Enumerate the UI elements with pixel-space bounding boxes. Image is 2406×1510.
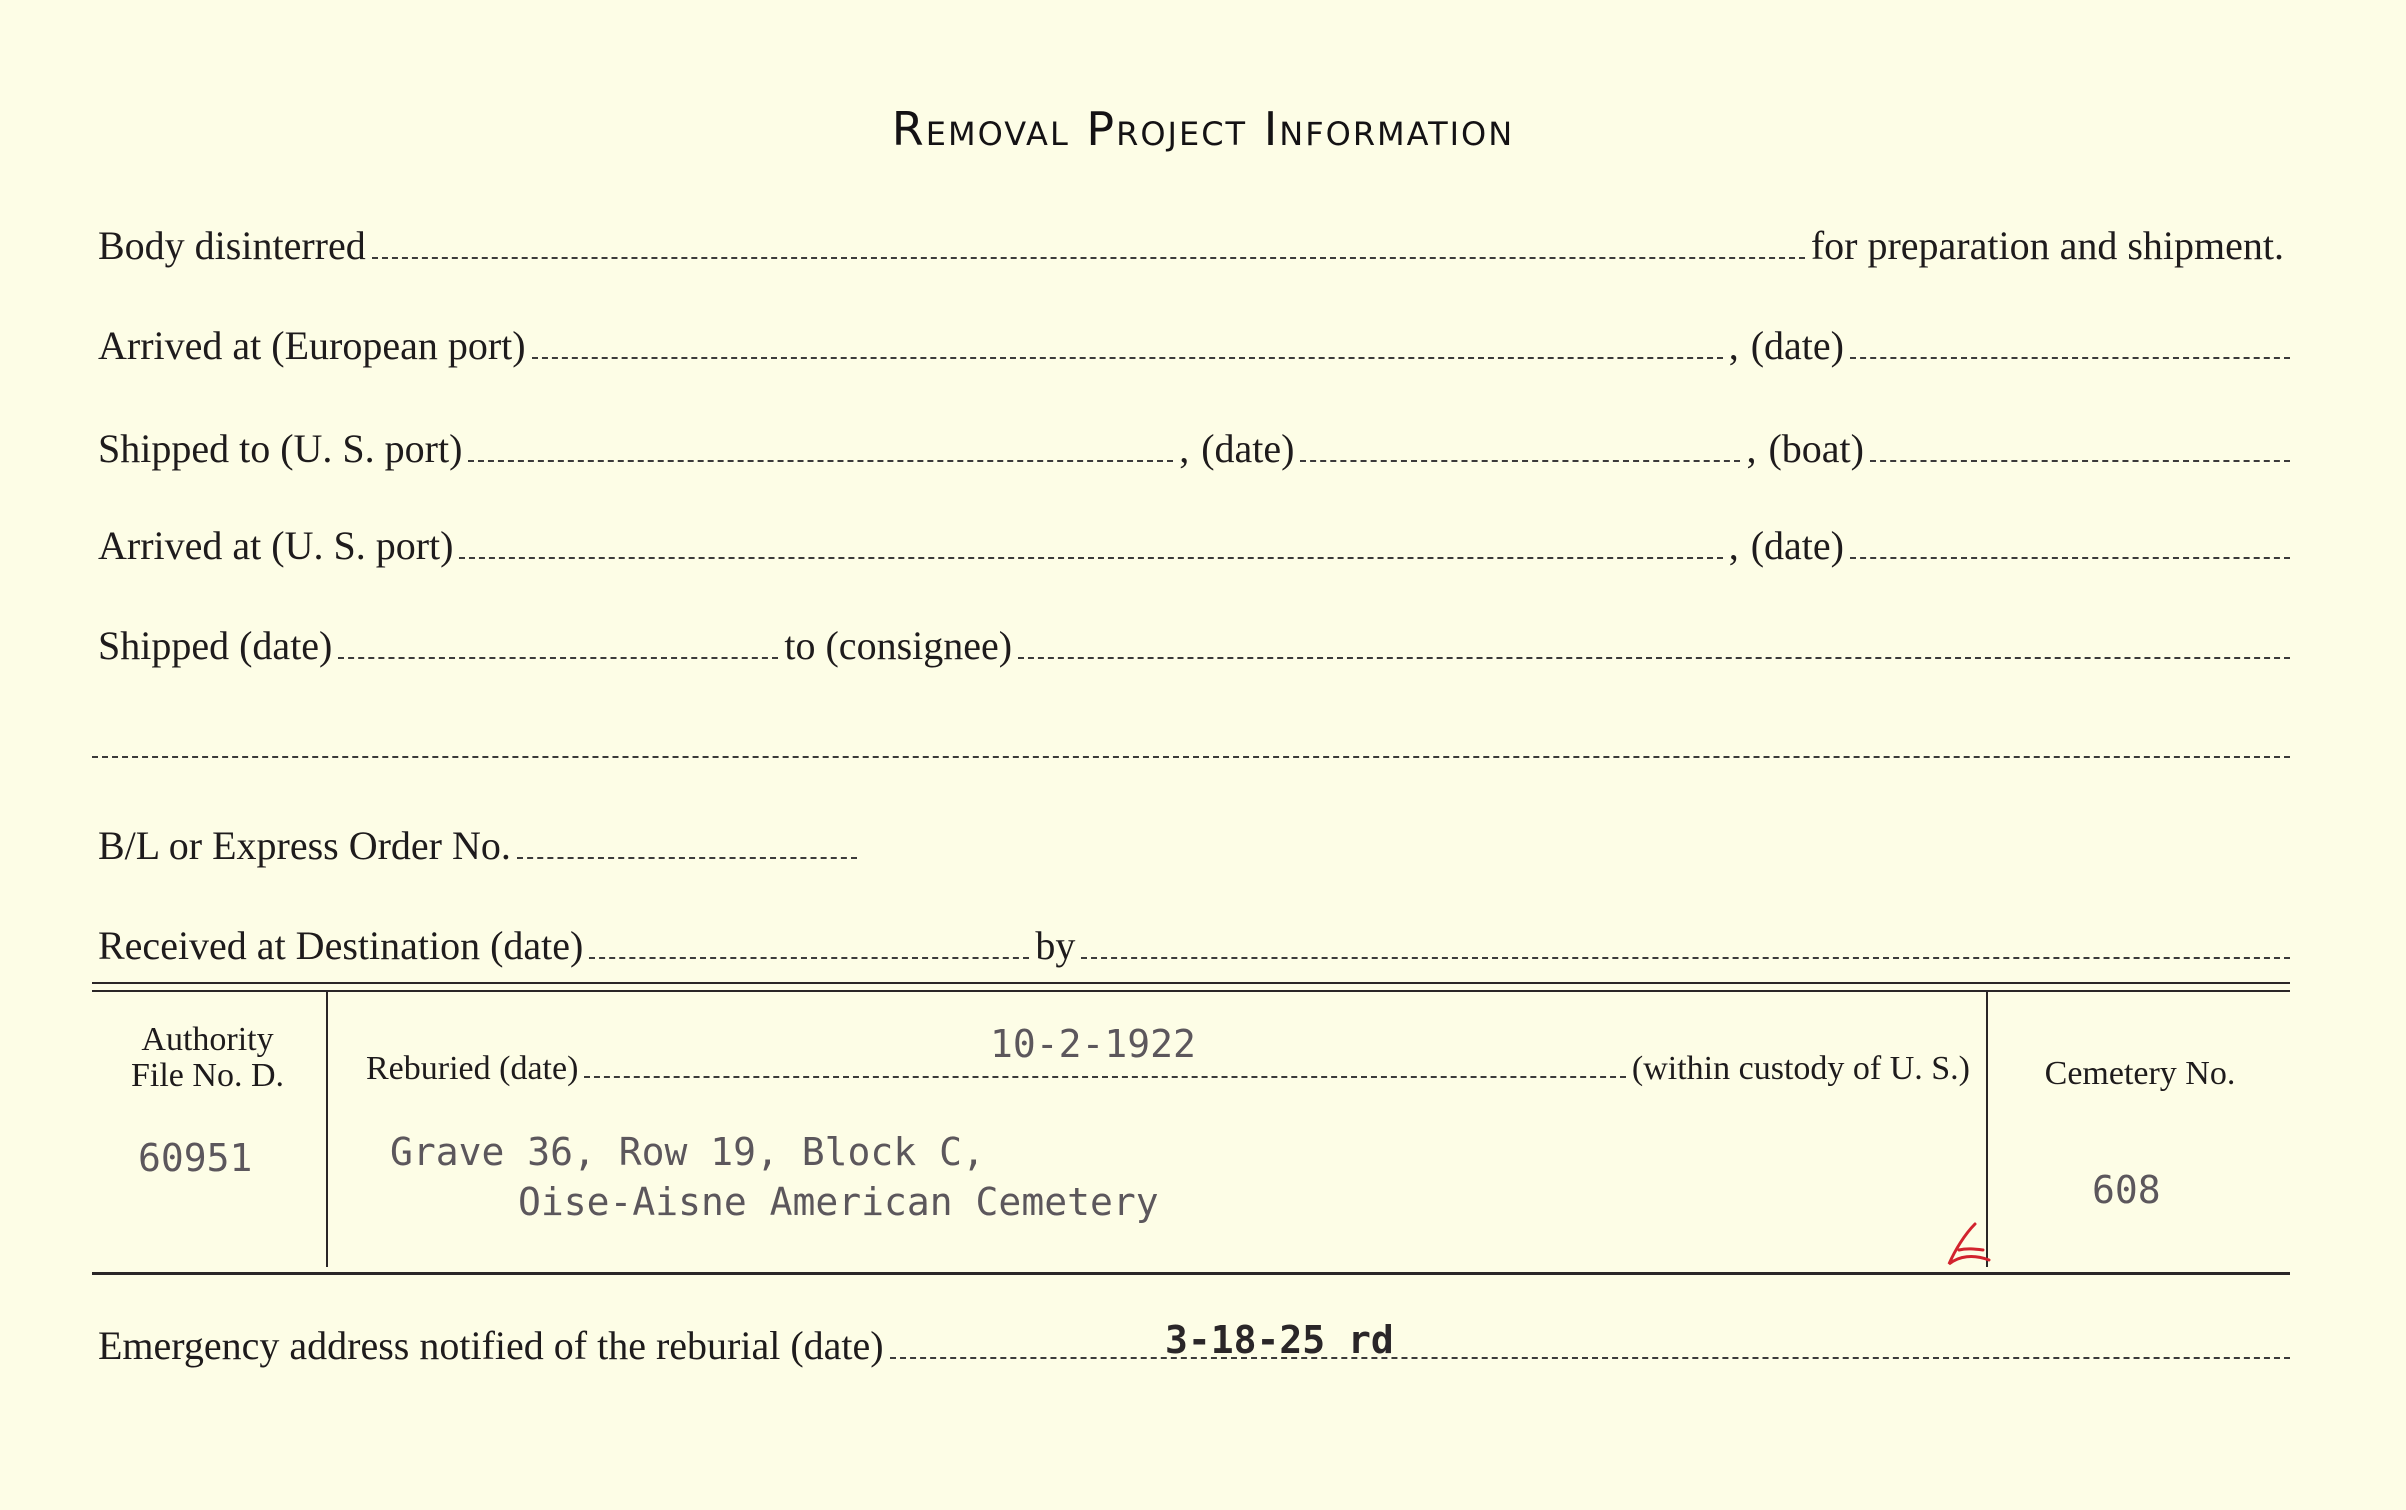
authority-label-line-2: File No. D. — [131, 1057, 284, 1094]
label-bl-order: B/L or Express Order No. — [98, 823, 511, 868]
reburied-date-value: 10-2-1922 — [990, 1022, 1196, 1066]
blank-date-2 — [1300, 460, 1740, 462]
blank-consignee — [1018, 657, 2290, 659]
blank-bl-order — [517, 857, 857, 859]
label-custody: (within custody of U. S.) — [1631, 1050, 1970, 1087]
label-emergency: Emergency address notified of the reburial (date) — [98, 1323, 884, 1368]
location-line-1: Grave 36, Row 19, Block C, — [390, 1130, 985, 1174]
label-body-disinterred: Body disinterred — [98, 223, 366, 268]
location-line-2: Oise-Aisne American Cemetery — [518, 1180, 1159, 1224]
label-reburied: Reburied (date) — [366, 1050, 579, 1087]
label-date-1: (date) — [1750, 323, 1844, 368]
comma-4: , — [1728, 523, 1739, 568]
card-title: Removal Project Information — [891, 102, 1515, 156]
label-arrived-us-port: Arrived at (U. S. port) — [98, 523, 454, 568]
row-reburied — [360, 1050, 1976, 1088]
blank-date-3 — [1850, 557, 2290, 559]
label-date-2: (date) — [1201, 426, 1295, 471]
rule-top-1 — [92, 982, 2290, 984]
label-shipped-date: Shipped (date) — [98, 623, 333, 668]
divider-left — [326, 992, 328, 1267]
blank-european-port — [532, 357, 1723, 359]
blank-emergency-date — [890, 1357, 2290, 1359]
comma-3: , — [1746, 426, 1757, 471]
blank-body-disinterred — [372, 257, 1805, 259]
row-bl-order — [92, 822, 2290, 869]
blank-arrived-us-port — [459, 557, 1722, 559]
emergency-value: 3-18-25 rd — [1165, 1318, 1394, 1362]
label-date-3: (date) — [1750, 523, 1844, 568]
blank-boat — [1870, 460, 2290, 462]
rule-top-2 — [92, 990, 2290, 992]
comma-1: , — [1728, 323, 1739, 368]
cemetery-label: Cemetery No. — [2044, 1055, 2236, 1092]
rule-bottom — [92, 1272, 2290, 1275]
label-shipped-us-port: Shipped to (U. S. port) — [98, 426, 463, 471]
authority-value: 60951 — [138, 1136, 253, 1180]
row-arrived-us-port — [92, 522, 2290, 569]
cemetery-value: 608 — [2092, 1168, 2161, 1212]
blank-shipped-date — [338, 657, 778, 659]
label-for-preparation: for preparation and shipment. — [1810, 223, 2284, 268]
red-check-mark-icon — [1945, 1220, 1995, 1270]
row-shipped-us-port — [92, 425, 2290, 472]
authority-label-line-1: Authority — [141, 1021, 274, 1058]
blank-date-1 — [1850, 357, 2290, 359]
authority-label — [100, 1022, 315, 1094]
row-shipped-date — [92, 622, 2290, 669]
row-body-disinterred — [92, 222, 2290, 269]
blank-received-date — [589, 957, 1029, 959]
blank-us-port — [468, 460, 1173, 462]
label-received-destination: Received at Destination (date) — [98, 923, 584, 968]
blank-consignee-line-2 — [92, 756, 2290, 758]
label-arrived-european: Arrived at (European port) — [98, 323, 526, 368]
label-to-consignee: to (consignee) — [784, 623, 1013, 668]
blank-received-by — [1081, 957, 2290, 959]
blank-reburied-date — [584, 1076, 1626, 1078]
row-arrived-european — [92, 322, 2290, 369]
label-boat: (boat) — [1768, 426, 1864, 471]
row-received-destination — [92, 922, 2290, 969]
label-by: by — [1035, 923, 1076, 968]
comma-2: , — [1179, 426, 1190, 471]
